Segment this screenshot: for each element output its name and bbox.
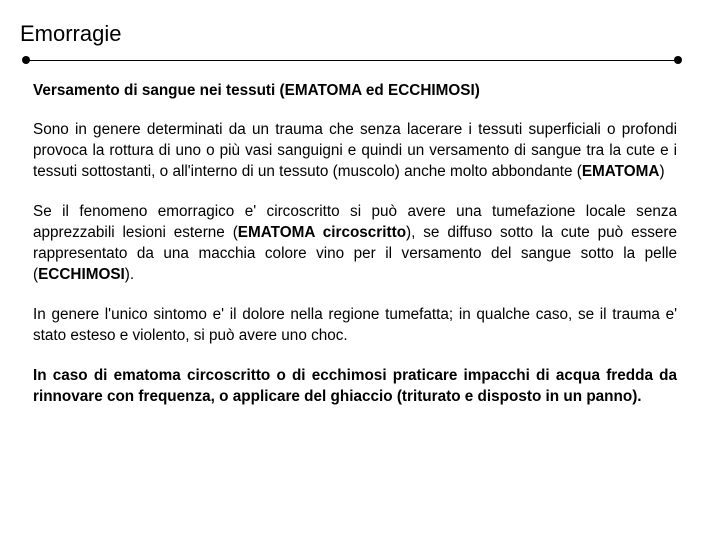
title-divider — [26, 60, 678, 61]
paragraph-definition-text: Sono in genere determinati da un trauma che senza lacerare i tessuti superficiali o profondi provoca la rottura di uno o più vasi sanguigni e quindi un versamento di sangue tra la cute e i tessuti sottostanti, o all'interno di un tessuto (muscolo) anche molto abbondante ( — [33, 121, 677, 180]
slide-title: Emorragie — [20, 21, 122, 46]
divider-dot-left — [22, 56, 30, 64]
paragraph-treatment: In caso di ematoma circoscritto o di ecchimosi praticare impacchi di acqua fredda da rinnovare con frequenza, o applicare del ghiaccio (triturato e disposto in un panno). — [33, 367, 677, 405]
term-ecchimosi: ECCHIMOSI — [38, 266, 125, 283]
paragraph-types-end: ). — [124, 266, 135, 283]
paragraph-symptoms: In genere l'unico sintomo e' il dolore nella regione tumefatta; in qualche caso, se il trauma e' stato esteso e violento, si può avere uno choc. — [33, 306, 677, 344]
term-ematoma: EMATOMA — [581, 163, 660, 180]
divider-dot-right — [674, 56, 682, 64]
term-ematoma-circoscritto: EMATOMA circoscritto — [237, 224, 407, 241]
slide-body — [33, 80, 677, 426]
paragraph-types — [33, 201, 677, 285]
paragraph-types-text-1: Se il fenomeno emorragico e' circoscritto si può avere una tumefazione locale senza apprezzabili lesioni esterne ( — [33, 203, 677, 241]
paragraph-types-text-2: ), se diffuso sotto la cute può essere rappresentato da una macchia colore vino per il versamento del sangue sotto la pelle ( — [33, 224, 677, 283]
section-heading: Versamento di sangue nei tessuti (EMATOMA ed ECCHIMOSI) — [33, 82, 480, 99]
paragraph-definition — [33, 119, 677, 182]
paragraph-definition-end: ) — [659, 163, 665, 180]
